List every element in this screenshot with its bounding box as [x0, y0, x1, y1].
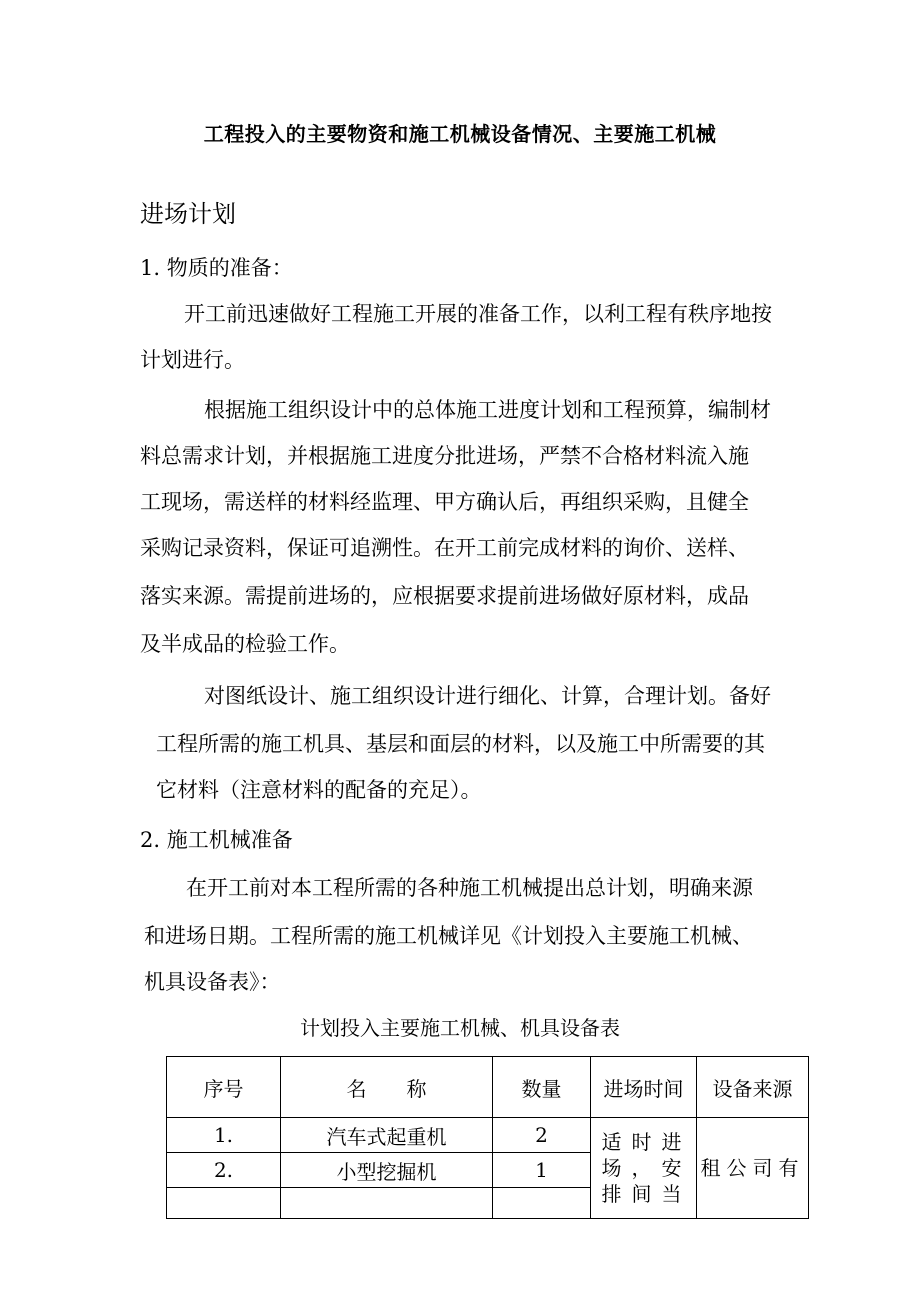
paragraph-line: 对图纸设计、施工组织设计进行细化、计算，合理计划。备好	[204, 684, 771, 708]
cell-qty: 2	[493, 1118, 591, 1153]
header-cell-qty: 数量	[493, 1057, 591, 1118]
header-cell-source: 设备来源	[697, 1057, 809, 1118]
cell-no: 1.	[167, 1118, 281, 1153]
paragraph-line: 料总需求计划，并根据施工进度分批进场，严禁不合格材料流入施	[140, 444, 749, 468]
paragraph-line: 和进场日期。工程所需的施工机械详见《计划投入主要施工机械、	[144, 924, 753, 948]
paragraph-line: 及半成品的检验工作。	[140, 632, 350, 656]
section2-heading: 2. 施工机械准备	[140, 828, 293, 852]
header-cell-no: 序号	[167, 1057, 281, 1118]
section1-heading: 1. 物质的准备：	[140, 256, 293, 280]
paragraph-line: 工程所需的施工机具、基层和面层的材料，以及施工中所需要的其	[156, 732, 765, 756]
paragraph-line: 在开工前对本工程所需的各种施工机械提出总计划，明确来源	[186, 876, 753, 900]
paragraph-line: 机具设备表》：	[144, 970, 281, 994]
paragraph-line: 开工前迅速做好工程施工开展的准备工作，以利工程有秩序地按	[184, 302, 772, 326]
cell-source-merged: 租公司有	[697, 1118, 809, 1219]
empty-cell	[493, 1188, 591, 1219]
empty-cell	[281, 1188, 493, 1219]
paragraph-line: 工现场，需送样的材料经监理、甲方确认后，再组织采购，且健全	[140, 490, 749, 514]
header-cell-arrival: 进场时间	[591, 1057, 697, 1118]
header-cell-name: 名 称	[281, 1057, 493, 1118]
document-title: 工程投入的主要物资和施工机械设备情况、主要施工机械	[203, 122, 717, 146]
equipment-table	[166, 1056, 809, 1219]
table-row	[167, 1118, 809, 1153]
cell-arrival-merged: 适时进场，安排间当	[591, 1118, 697, 1219]
cell-qty: 1	[493, 1153, 591, 1188]
paragraph-line: 根据施工组织设计中的总体施工进度计划和工程预算，编制材	[204, 398, 771, 422]
table-caption: 计划投入主要施工机械、机具设备表	[300, 1016, 620, 1040]
paragraph-line: 采购记录资料，保证可追溯性。在开工前完成材料的询价、送样、	[140, 536, 749, 560]
paragraph-line: 计划进行。	[140, 348, 245, 372]
empty-cell	[167, 1188, 281, 1219]
cell-name: 小型挖掘机	[281, 1153, 493, 1188]
paragraph-line: 落实来源。需提前进场的，应根据要求提前进场做好原材料，成品	[140, 584, 749, 608]
cell-no: 2.	[167, 1153, 281, 1188]
table-header-row	[167, 1057, 809, 1118]
paragraph-line: 它材料（注意材料的配备的充足）。	[156, 778, 482, 802]
section-subtitle: 进场计划	[140, 200, 236, 228]
cell-name: 汽车式起重机	[281, 1118, 493, 1153]
